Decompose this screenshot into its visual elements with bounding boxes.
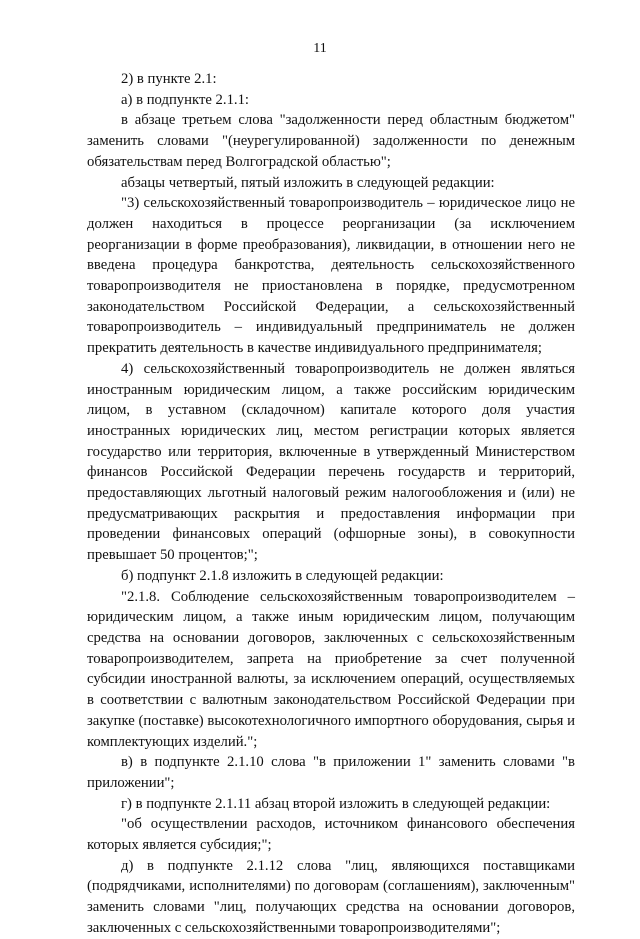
paragraph-subitem-g: г) в подпункте 2.1.11 абзац второй изложить в следующей редакции: (121, 795, 551, 812)
paragraph-clause-4: 4) сельскохозяйственный товаропроизводитель не должен являться иностранным юридическим лицом, а также российским юридическим лицом, в уставном (складочном) капитале которого доля участия иностранных юридических лиц, местом регистрации которых является государство или территория, включенные в утвержденный Министерством финансов Российской Федерации перечень государств и территорий, предоставляющих льготный налоговый режим налогообложения и (или) не предусматривающих раскрытия и предоставления информации при проведении финансовых операций (офшорные зоны), в совокупности превышает 50 процентов;"; (87, 360, 575, 564)
paragraph-abzats-four-five: абзацы четвертый, пятый изложить в следующей редакции: (121, 174, 495, 191)
paragraph-abzats-three: в абзаце третьем слова "задолженности перед областным бюджетом" заменить словами "(неурегулированной) задолженности по денежным обязательствам перед Волгоградской областью"; (87, 112, 575, 170)
paragraph-subitem-b: б) подпункт 2.1.8 изложить в следующей редакции: (121, 567, 444, 584)
paragraph-clause-3: "3) сельскохозяйственный товаропроизводитель – юридическое лицо не должен находиться в процессе реорганизации (за исключением реорганизации в форме преобразования), ликвидации, в отношении него не введена процедура банкротства, деятельность сельскохозяйственного товаропроизводителя не приостановлена в порядке, предусмотренном законодательством Российской Федерации, а сельскохозяйственный товаропроизводитель – индивидуальный предприниматель не должен прекратить деятельность в качестве индивидуального предпринимателя; (87, 195, 575, 357)
document-body (87, 69, 575, 939)
page-number: 11 (313, 41, 327, 56)
paragraph-clause-2-1-8: "2.1.8. Соблюдение сельскохозяйственным товаропроизводителем – юридическим лицом, а также иным юридическим лицом, получающим средства на основании договоров, заключенных с сельскохозяйственным товаропроизводителем, запрета на приобретение за счет полученной субсидии иностранной валюты, за исключением операций, осуществляемых в соответствии с валютным законодательством Российской Федерации при закупке (поставке) высокотехнологичного импортного оборудования, сырья и комплектующих изделий."; (87, 588, 575, 750)
paragraph-subitem-v: в) в подпункте 2.1.10 слова "в приложении 1" заменить словами "в приложении"; (87, 754, 575, 791)
paragraph-subitem-a: а) в подпункте 2.1.1: (121, 91, 250, 108)
paragraph-item-2: 2) в пункте 2.1: (121, 71, 217, 87)
paragraph-subitem-d: д) в подпункте 2.1.12 слова "лиц, являющихся поставщиками (подрядчиками, исполнителями) по договорам (соглашениям), заключенным" заменить словами "лиц, получающих средства на основании договоров, заключенных с сельскохозяйственными товаропроизводителями"; (87, 857, 575, 936)
paragraph-clause-2-1-11: "об осуществлении расходов, источником финансового обеспечения которых является субсидия;"; (87, 816, 575, 854)
